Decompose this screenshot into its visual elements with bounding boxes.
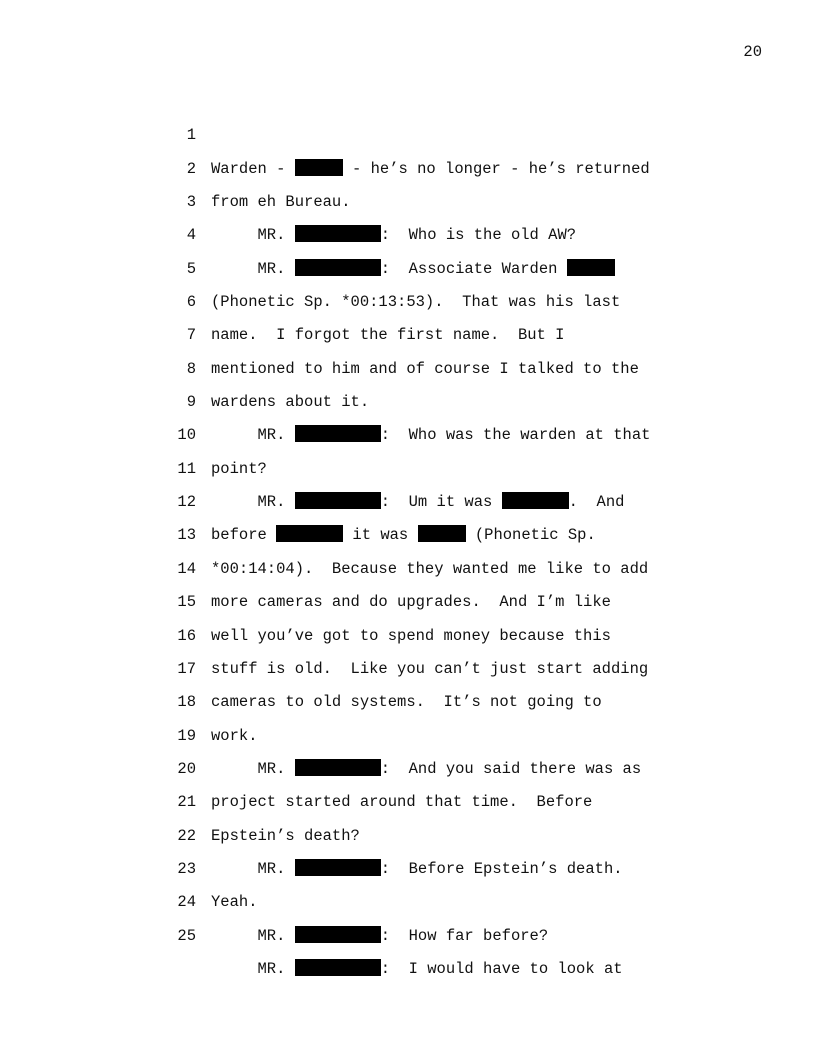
line-number: 20	[177, 759, 196, 778]
line-number: 18	[177, 693, 196, 712]
text-segment: : Before Epstein’s death.	[380, 859, 623, 878]
text-segment: Warden -	[211, 159, 295, 178]
text-segment: : Associate Warden	[380, 259, 567, 278]
line-number: 25	[177, 926, 196, 945]
text-segment: : How far before?	[380, 926, 549, 945]
line-number: 12	[177, 493, 196, 512]
transcript-body	[170, 86, 730, 978]
line-number: 14	[177, 559, 196, 578]
text-segment: *00:14:04). Because they wanted me like to add	[211, 559, 649, 578]
line-number: 15	[177, 593, 196, 612]
line-number: 1	[186, 126, 196, 145]
line-number: 4	[186, 226, 196, 245]
text-segment: : I would have to look at	[380, 959, 623, 978]
line-number: 23	[177, 859, 196, 878]
line-number: 7	[186, 326, 196, 345]
line-number: 16	[177, 626, 196, 645]
line-number: 11	[177, 459, 196, 478]
line-number: 21	[177, 793, 196, 812]
redaction-box	[295, 959, 381, 976]
text-segment: mentioned to him and of course I talked to the	[211, 359, 639, 378]
text-segment: MR.	[211, 259, 295, 278]
text-segment: it was	[343, 526, 418, 545]
text-segment: cameras to old systems. It’s not going to	[211, 693, 602, 712]
text-segment: wardens about it.	[211, 393, 370, 412]
text-segment: MR.	[211, 959, 295, 978]
text-segment: name. I forgot the first name. But I	[211, 326, 565, 345]
text-segment: . And	[568, 493, 625, 512]
text-segment: - he’s no longer - he’s returned	[342, 159, 650, 178]
line-number: 24	[177, 893, 196, 912]
line-text	[211, 953, 623, 986]
line-number: 6	[186, 293, 196, 312]
text-segment: project started around that time. Before	[211, 793, 593, 812]
line-number: 10	[177, 426, 196, 445]
text-segment: (Phonetic Sp. *00:13:53). That was his last	[211, 293, 621, 312]
text-segment: : Um it was	[380, 493, 502, 512]
line-text	[211, 920, 548, 953]
line-number: 2	[186, 159, 196, 178]
text-segment: MR.	[211, 859, 295, 878]
line-number: 13	[177, 526, 196, 545]
text-segment: more cameras and do upgrades. And I’m like	[211, 593, 611, 612]
text-segment: MR.	[211, 493, 295, 512]
text-segment: MR.	[211, 926, 295, 945]
line-number: 8	[186, 359, 196, 378]
text-segment: well you’ve got to spend money because this	[211, 626, 611, 645]
text-segment: from eh Bureau.	[211, 193, 351, 212]
text-segment: : And you said there was as	[380, 759, 642, 778]
line-number: 9	[186, 393, 196, 412]
text-segment: (Phonetic Sp.	[465, 526, 596, 545]
text-segment: : Who is the old AW?	[380, 226, 577, 245]
text-segment: MR.	[211, 226, 295, 245]
text-segment: MR.	[211, 759, 295, 778]
line-number: 17	[177, 659, 196, 678]
line-number: 19	[177, 726, 196, 745]
text-segment: before	[211, 526, 277, 545]
redaction-box	[295, 926, 381, 943]
line-number: 22	[177, 826, 196, 845]
text-segment: work.	[211, 726, 258, 745]
text-segment: MR.	[211, 426, 295, 445]
transcript-line	[170, 86, 730, 178]
page-number: 20	[743, 43, 762, 61]
text-segment: : Who was the warden at that	[380, 426, 651, 445]
text-segment: point?	[211, 459, 267, 478]
text-segment: stuff is old. Like you can’t just start adding	[211, 659, 649, 678]
text-segment: Epstein’s death?	[211, 826, 360, 845]
line-number: 3	[186, 193, 196, 212]
line-number: 5	[186, 259, 196, 278]
text-segment: Yeah.	[211, 893, 258, 912]
